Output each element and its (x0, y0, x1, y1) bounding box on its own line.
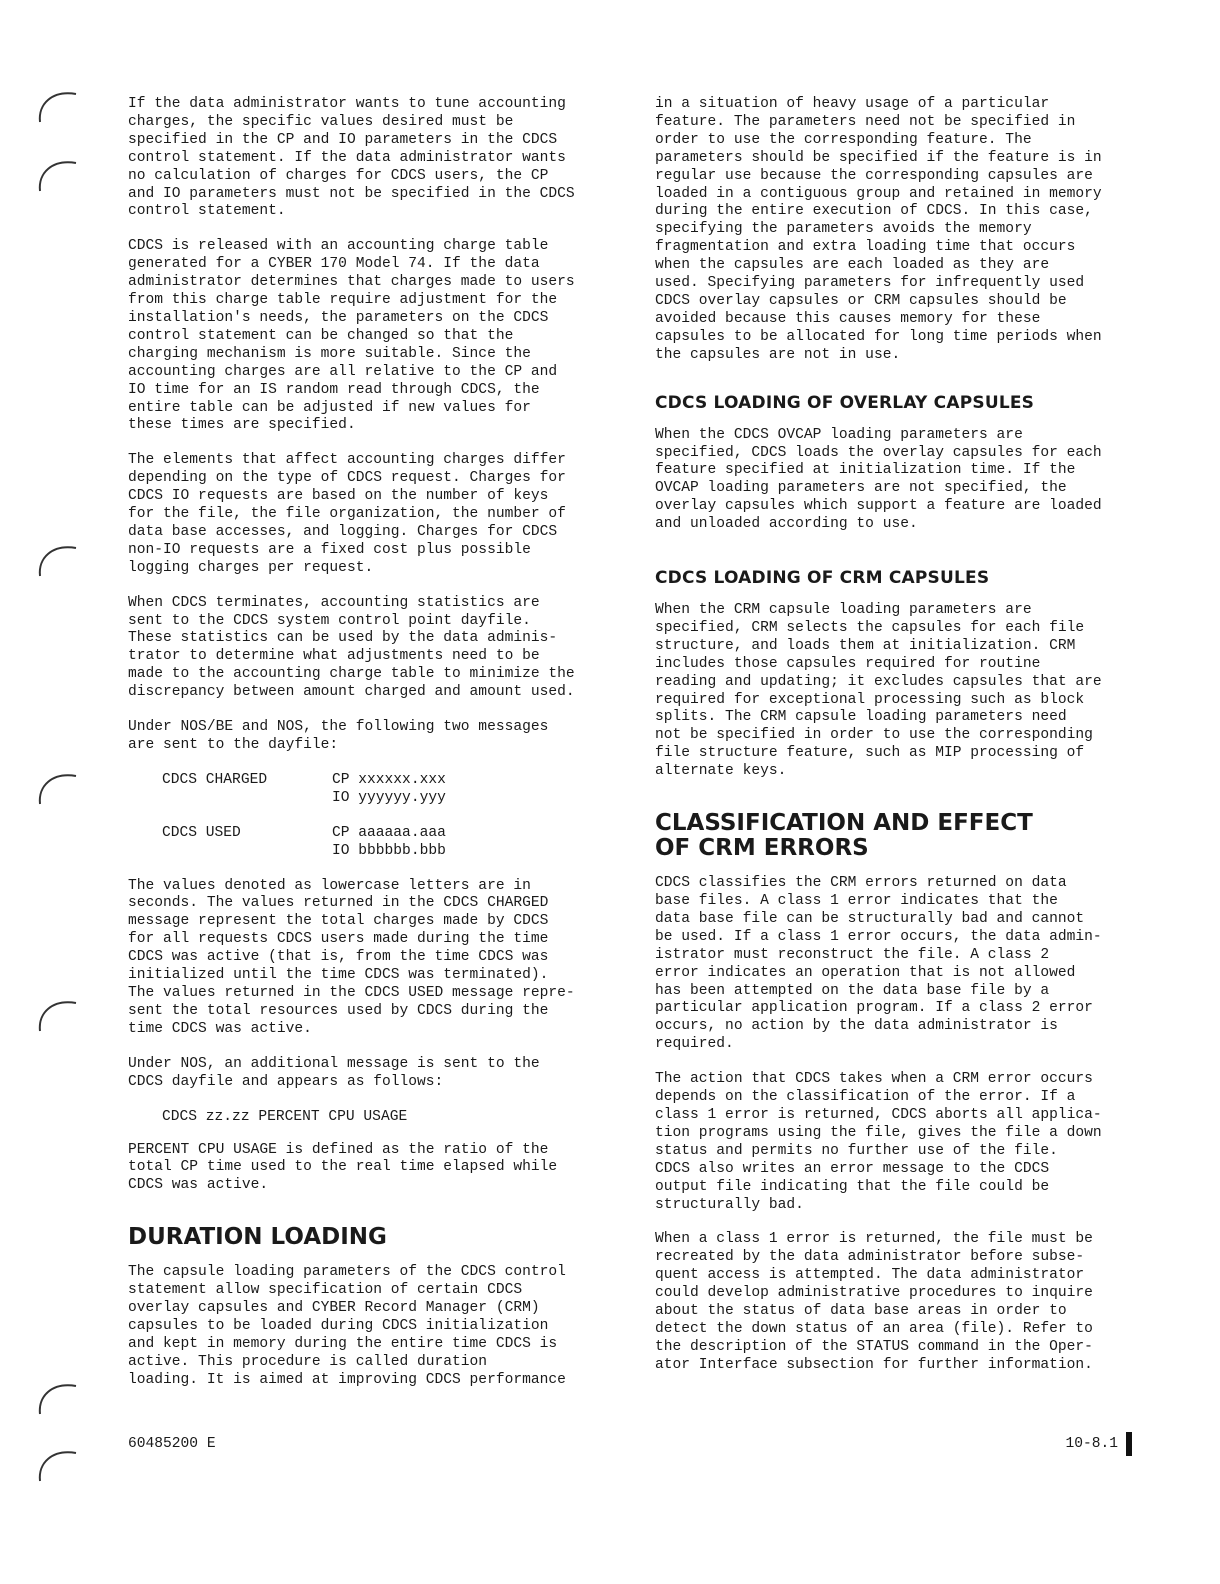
binder-hole-icon (34, 1445, 80, 1485)
message-charged (162, 772, 592, 808)
message-values: CP aaaaaa.aaa IO bbbbbb.bbb (332, 824, 446, 859)
paragraph-charge-table: CDCS is released with an accounting charge table generated for a CYBER 170 Model 74. If the data administrator determines that charges made to users from this charge table require adjustment for the installation's needs, the parameters on the CDCS control statement can be changed so that the charging mechanism is more suitable. Since the accounting charges are all relative to the CP and IO time for an IS random read through CDCS, the entire table can be adjusted if new values for these times are specified. (128, 238, 575, 434)
binder-hole-icon (34, 768, 80, 808)
dayfile-message-list (162, 772, 592, 861)
paragraph-duration-loading: The capsule loading parameters of the CDCS control statement allow specification of certain CDCS overlay capsules and CYBER Record Manager (CRM) capsules to be loaded during CDCS initialization and kept in memory during the entire time CDCS is active. This procedure is called duration loading. It is aimed at improving CDCS performance (128, 1264, 566, 1388)
right-column (655, 96, 1121, 1392)
binder-hole-icon (34, 155, 80, 195)
paragraph-overlay-capsules: When the CDCS OVCAP loading parameters are specified, CDCS loads the overlay capsules for each feature specified at initialization time. If the OVCAP loading parameters are not specified, the overlay capsules which support a feature are loaded and unloaded according to use. (655, 426, 1102, 533)
message-name: CDCS USED (162, 824, 241, 841)
paragraph-cpu-usage-definition: PERCENT CPU USAGE is defined as the ratio of the total CP time used to the real time elapsed while CDCS was active. (128, 1141, 558, 1194)
paragraph-tune-accounting: If the data administrator wants to tune accounting charges, the specific values desired must be specified in the CP and IO parameters in the CDCS control statement. If the data administrator wants no calculation of charges for CDCS users, the CP and IO parameters must not be specified in the CDCS control statement. (128, 96, 575, 220)
paragraph-class1-recovery: When a class 1 error is returned, the file must be recreated by the data administrator before subse- quent access is attempted. The data administrator could develop administrative procedures to inquire about the status of data base areas in order to detect the down status of an area (file). Refer to the description of the STATUS command in the Oper- ator Interface subsection for further information. (655, 1231, 1093, 1373)
paragraph-error-actions: The action that CDCS takes when a CRM error occurs depends on the classification of the error. If a class 1 error is returned, CDCS aborts all applica- tion programs using the file, gives the file a down status and permits no further use of the file. CDCS also writes an error message to the CDCS output file indicating that the file could be structurally bad. (655, 1071, 1102, 1213)
left-column (128, 96, 592, 1407)
paragraph-error-classes: CDCS classifies the CRM errors returned on data base files. A class 1 error indicates that the data base file can be structurally bad and cannot be used. If a class 1 error occurs, the data admin- istrator must reconstruct the file. A class 2 error indicates an operation that is not allowed has been attempted on the data base file by a particular application program. If a class 2 error occurs, no action by the data administrator is required. (655, 875, 1102, 1053)
binder-hole-icon (34, 86, 80, 126)
binder-hole-icon (34, 1378, 80, 1418)
heading-duration-loading: DURATION LOADING (128, 1224, 387, 1251)
message-used (162, 825, 592, 861)
paragraph-accounting-elements: The elements that affect accounting charges differ depending on the type of CDCS request. Charges for CDCS IO requests are based on the number of keys for the file, the file organization, the number of data base accesses, and logging. Charges for CDCS non-IO requests are a fixed cost plus possible logging charges per request. (128, 452, 566, 576)
binder-hole-icon (34, 540, 80, 580)
page-footer-right (1065, 1432, 1132, 1456)
message-name: CDCS CHARGED (162, 771, 268, 788)
paragraph-crm-capsules: When the CRM capsule loading parameters are specified, CRM selects the capsules for each file structure, and loads them at initialization. CRM includes those capsules required for routine reading and updating; it excludes capsules that are required for exceptional processing such as block splits. The CRM capsule loading parameters need not be specified in order to use the corresponding file structure feature, such as MIP processing of alternate keys. (655, 602, 1102, 780)
paragraph-values-explained: The values denoted as lowercase letters are in seconds. The values returned in the CDCS CHARGED message represent the total charges made by CDCS for all requests CDCS users made during the time CDCS was active (that is, from the time CDCS was initialized until the time CDCS was terminated). The values returned in the CDCS USED message repre- sent the total resources used by CDCS during the time CDCS was active. (128, 877, 575, 1037)
binder-hole-icon (34, 995, 80, 1035)
paragraph-nos-additional: Under NOS, an additional message is sent to the CDCS dayfile and appears as follows: (128, 1055, 540, 1090)
heading-overlay-capsules: CDCS LOADING OF OVERLAY CAPSULES (655, 392, 1035, 413)
heading-crm-errors: CLASSIFICATION AND EFFECT OF CRM ERRORS (655, 810, 1033, 862)
message-cpu-usage: CDCS zz.zz PERCENT CPU USAGE (162, 1108, 408, 1125)
message-values: CP xxxxxx.xxx IO yyyyyy.yyy (332, 771, 446, 806)
change-bar-icon (1126, 1432, 1132, 1456)
paragraph-duration-continued: in a situation of heavy usage of a particular feature. The parameters need not be specified in order to use the corresponding feature. The parameters should be specified if the feature is in regular use because the corresponding capsules are loaded in a contiguous group and retained in memory during the entire execution of CDCS. In this case, specifying the parameters avoids the memory fragmentation and extra loading time that occurs when the capsules are each loaded as they are used. Specifying parameters for infrequently used CDCS overlay capsules or CRM capsules should be avoided because this causes memory for these capsules to be allocated for long time periods when the capsules are not in use. (655, 96, 1102, 363)
heading-crm-capsules: CDCS LOADING OF CRM CAPSULES (655, 568, 990, 589)
page-number: 10-8.1 (1065, 1436, 1118, 1452)
paragraph-dayfile-messages: Under NOS/BE and NOS, the following two messages are sent to the dayfile: (128, 719, 549, 753)
paragraph-termination-statistics: When CDCS terminates, accounting statistics are sent to the CDCS system control point dayfile. These statistics can be used by the data adminis- trator to determine what adjustments need to be made to the accounting charge table to minimize the discrepancy between amount charged and amount used. (128, 594, 575, 701)
document-number: 60485200 E (128, 1436, 216, 1452)
